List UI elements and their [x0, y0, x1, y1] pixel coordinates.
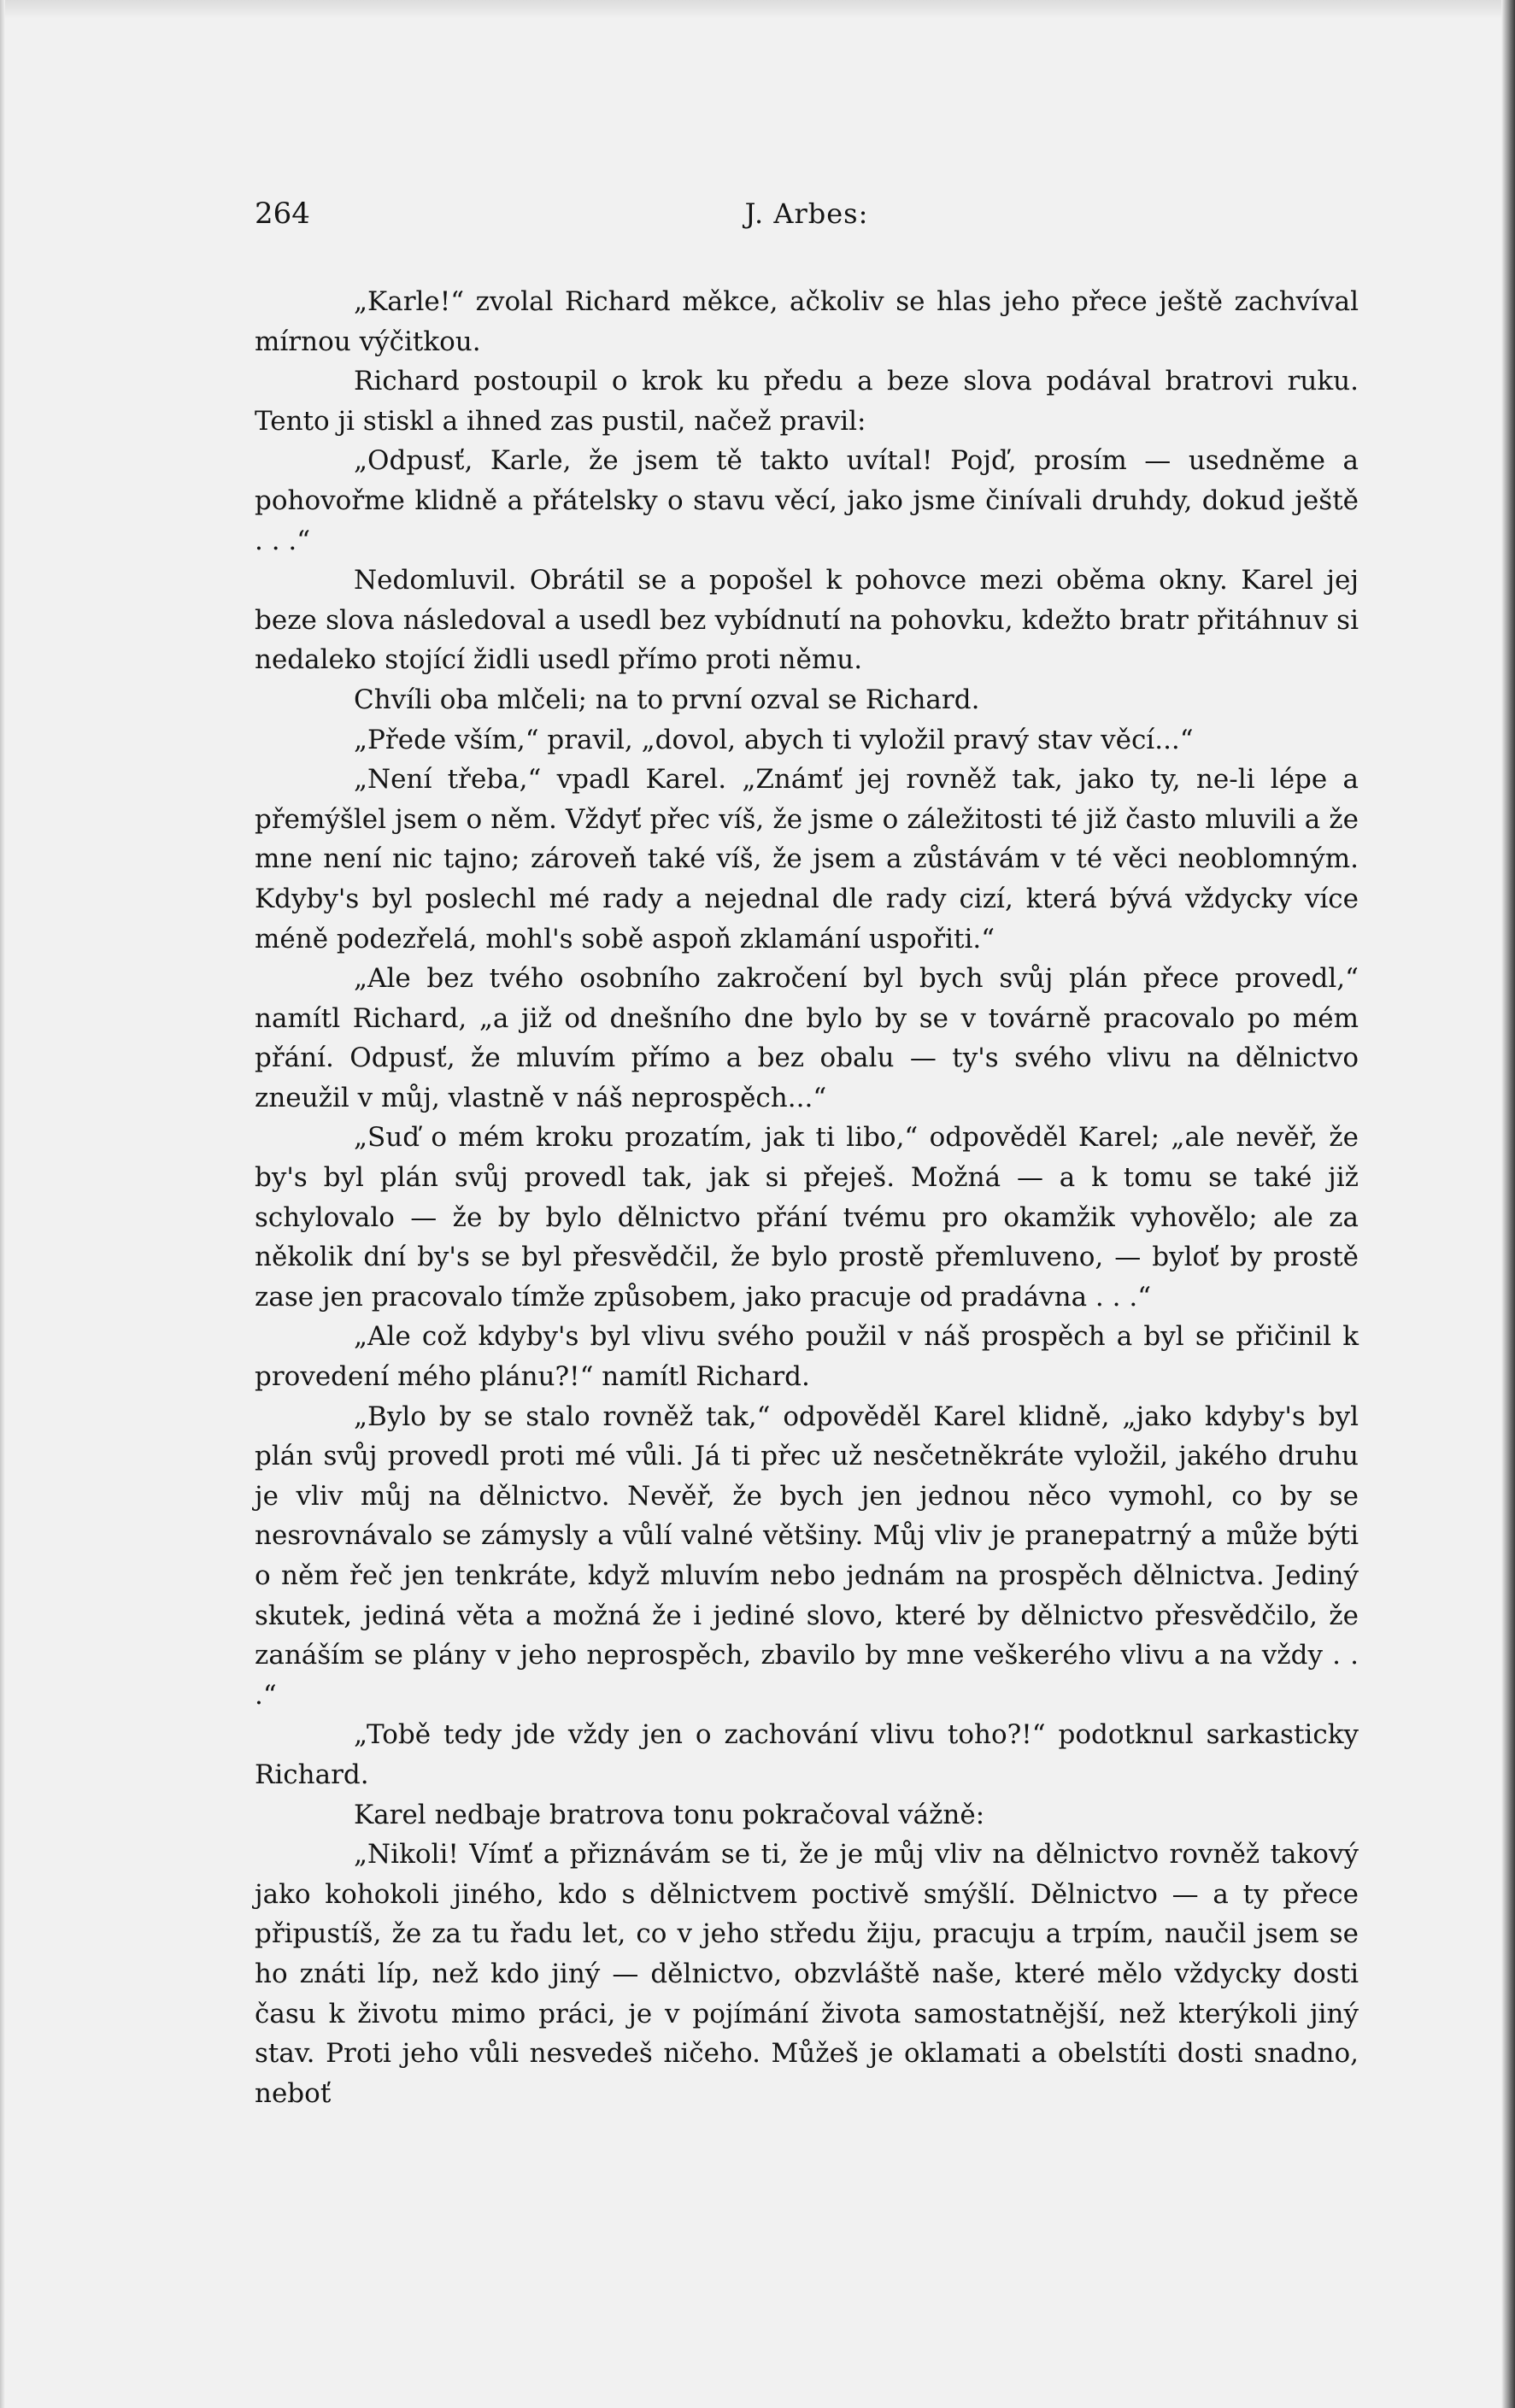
paragraph: „Nikoli! Vímť a přiznávám se ti, že je můj vliv na dělnictvo rovněž takový jako kohokoli jiného, kdo s dělnictvem poctivě smýšlí. Dělnictvo — a ty přece připustíš, že za tu řadu let, co v jeho středu žiju, pracuju a trpím, naučil jsem se ho znáti líp, než kdo jiný — dělnictvo, obzvláště naše, které mělo vždycky dosti času k životu mimo práci, je v pojímání života samostatnější, než kterýkoli jiný stav. Proti jeho vůli nesvedeš ničeho. Můžeš je oklamati a obelstíti dosti snadno, neboť — [255, 1839, 1359, 2109]
paragraph: „Tobě tedy jde vždy jen o zachování vlivu toho?!“ podotknul sarkasticky Richard. — [255, 1719, 1359, 1790]
scan-edge-left — [0, 0, 5, 2408]
paragraph: „Odpusť, Karle, že jsem tě takto uvítal! Pojď, prosím — usedněme a pohovořme klidně a přátelsky o stavu věcí, jako jsme činívali druhdy, dokud ještě . . .“ — [255, 445, 1359, 556]
paragraph: „Suď o mém kroku prozatím, jak ti libo,“ odpověděl Karel; „ale nevěř, že by's byl plán svůj provedl tak, jak si přeješ. Možná — a k tomu se také již schylovalo — že by bylo dělnictvo přání tvému pro okamžik vyhovělo; ale za několik dní by's se byl přesvědčil, že bylo prostě přemluveno, — byloť by prostě zase jen pracovalo tímže způsobem, jako pracuje od pradávna . . .“ — [255, 1122, 1359, 1313]
paragraph: „Ale což kdyby's byl vlivu svého použil v náš prospěch a byl se přičinil k provedení mého plánu?!“ namítl Richard. — [255, 1321, 1359, 1393]
body-text — [255, 282, 1359, 2113]
paragraph: „Přede vším,“ pravil, „dovol, abych ti vyložil pravý stav věcí...“ — [354, 724, 1194, 755]
paragraph: Karel nedbaje bratrova tonu pokračoval vážně: — [354, 1799, 985, 1830]
page-number: 264 — [255, 197, 310, 231]
paragraph: Nedomluvil. Obrátil se a popošel k pohovce mezi oběma okny. Karel jej beze slova následoval a usedl bez vybídnutí na pohovku, kdežto bratr přitáhnuv si nedaleko stojící židli usedl přímo proti němu. — [255, 565, 1359, 676]
scan-edge-top — [0, 0, 1515, 19]
paragraph: „Ale bez tvého osobního zakročení byl bych svůj plán přece provedl,“ namítl Richard, „a již od dnešního dne bylo by se v továrně pracovalo po mém přání. Odpusť, že mluvím přímo a bez obalu — ty's svého vlivu na dělnictvo zneužil v můj, vlastně v náš neprospěch...“ — [255, 963, 1359, 1113]
running-title: J. Arbes: — [744, 197, 869, 230]
scan-edge-right — [1501, 0, 1515, 2408]
paragraph: „Bylo by se stalo rovněž tak,“ odpověděl Karel klidně, „jako kdyby's byl plán svůj provedl proti mé vůli. Já ti přec už nesčetněkráte vyložil, jakého druhu je vliv můj na dělnictvo. Nevěř, že bych jen jednou něco vymohl, co by se nesrovnávalo se zámysly a vůlí valné většiny. Můj vliv je pranepatrný a může býti o něm řeč jen tenkráte, když mluvím nebo jednám na prospěch dělnictva. Jediný skutek, jediná věta a možná že i jediné slovo, které by dělnictvo přesvědčilo, že zanáším se plány v jeho neprospěch, zbavilo by mne veškerého vlivu a na vždy . . .“ — [255, 1401, 1359, 1711]
paragraph: Chvíli oba mlčeli; na to první ozval se Richard. — [354, 684, 980, 715]
paragraph: „Karle!“ zvolal Richard měkce, ačkoliv se hlas jeho přece ještě zachvíval mírnou výčitkou. — [255, 286, 1359, 357]
book-page — [255, 188, 1359, 2358]
running-head — [255, 188, 1359, 239]
paragraph: „Není třeba,“ vpadl Karel. „Známť jej rovněž tak, jako ty, ne-li lépe a přemýšlel jsem o něm. Vždyť přec víš, že jsme o záležitosti té již často mluvili a že mne není nic tajno; zároveň také víš, že jsem a zůstávám v té věci neoblomným. Kdyby's byl poslechl mé rady a nejednal dle rady cizí, která bývá vždycky více méně podezřelá, mohl's sobě aspoň zklamání uspořiti.“ — [255, 764, 1359, 954]
paragraph: Richard postoupil o krok ku předu a beze slova podával bratrovi ruku. Tento ji stiskl a ihned zas pustil, načež pravil: — [255, 366, 1359, 437]
